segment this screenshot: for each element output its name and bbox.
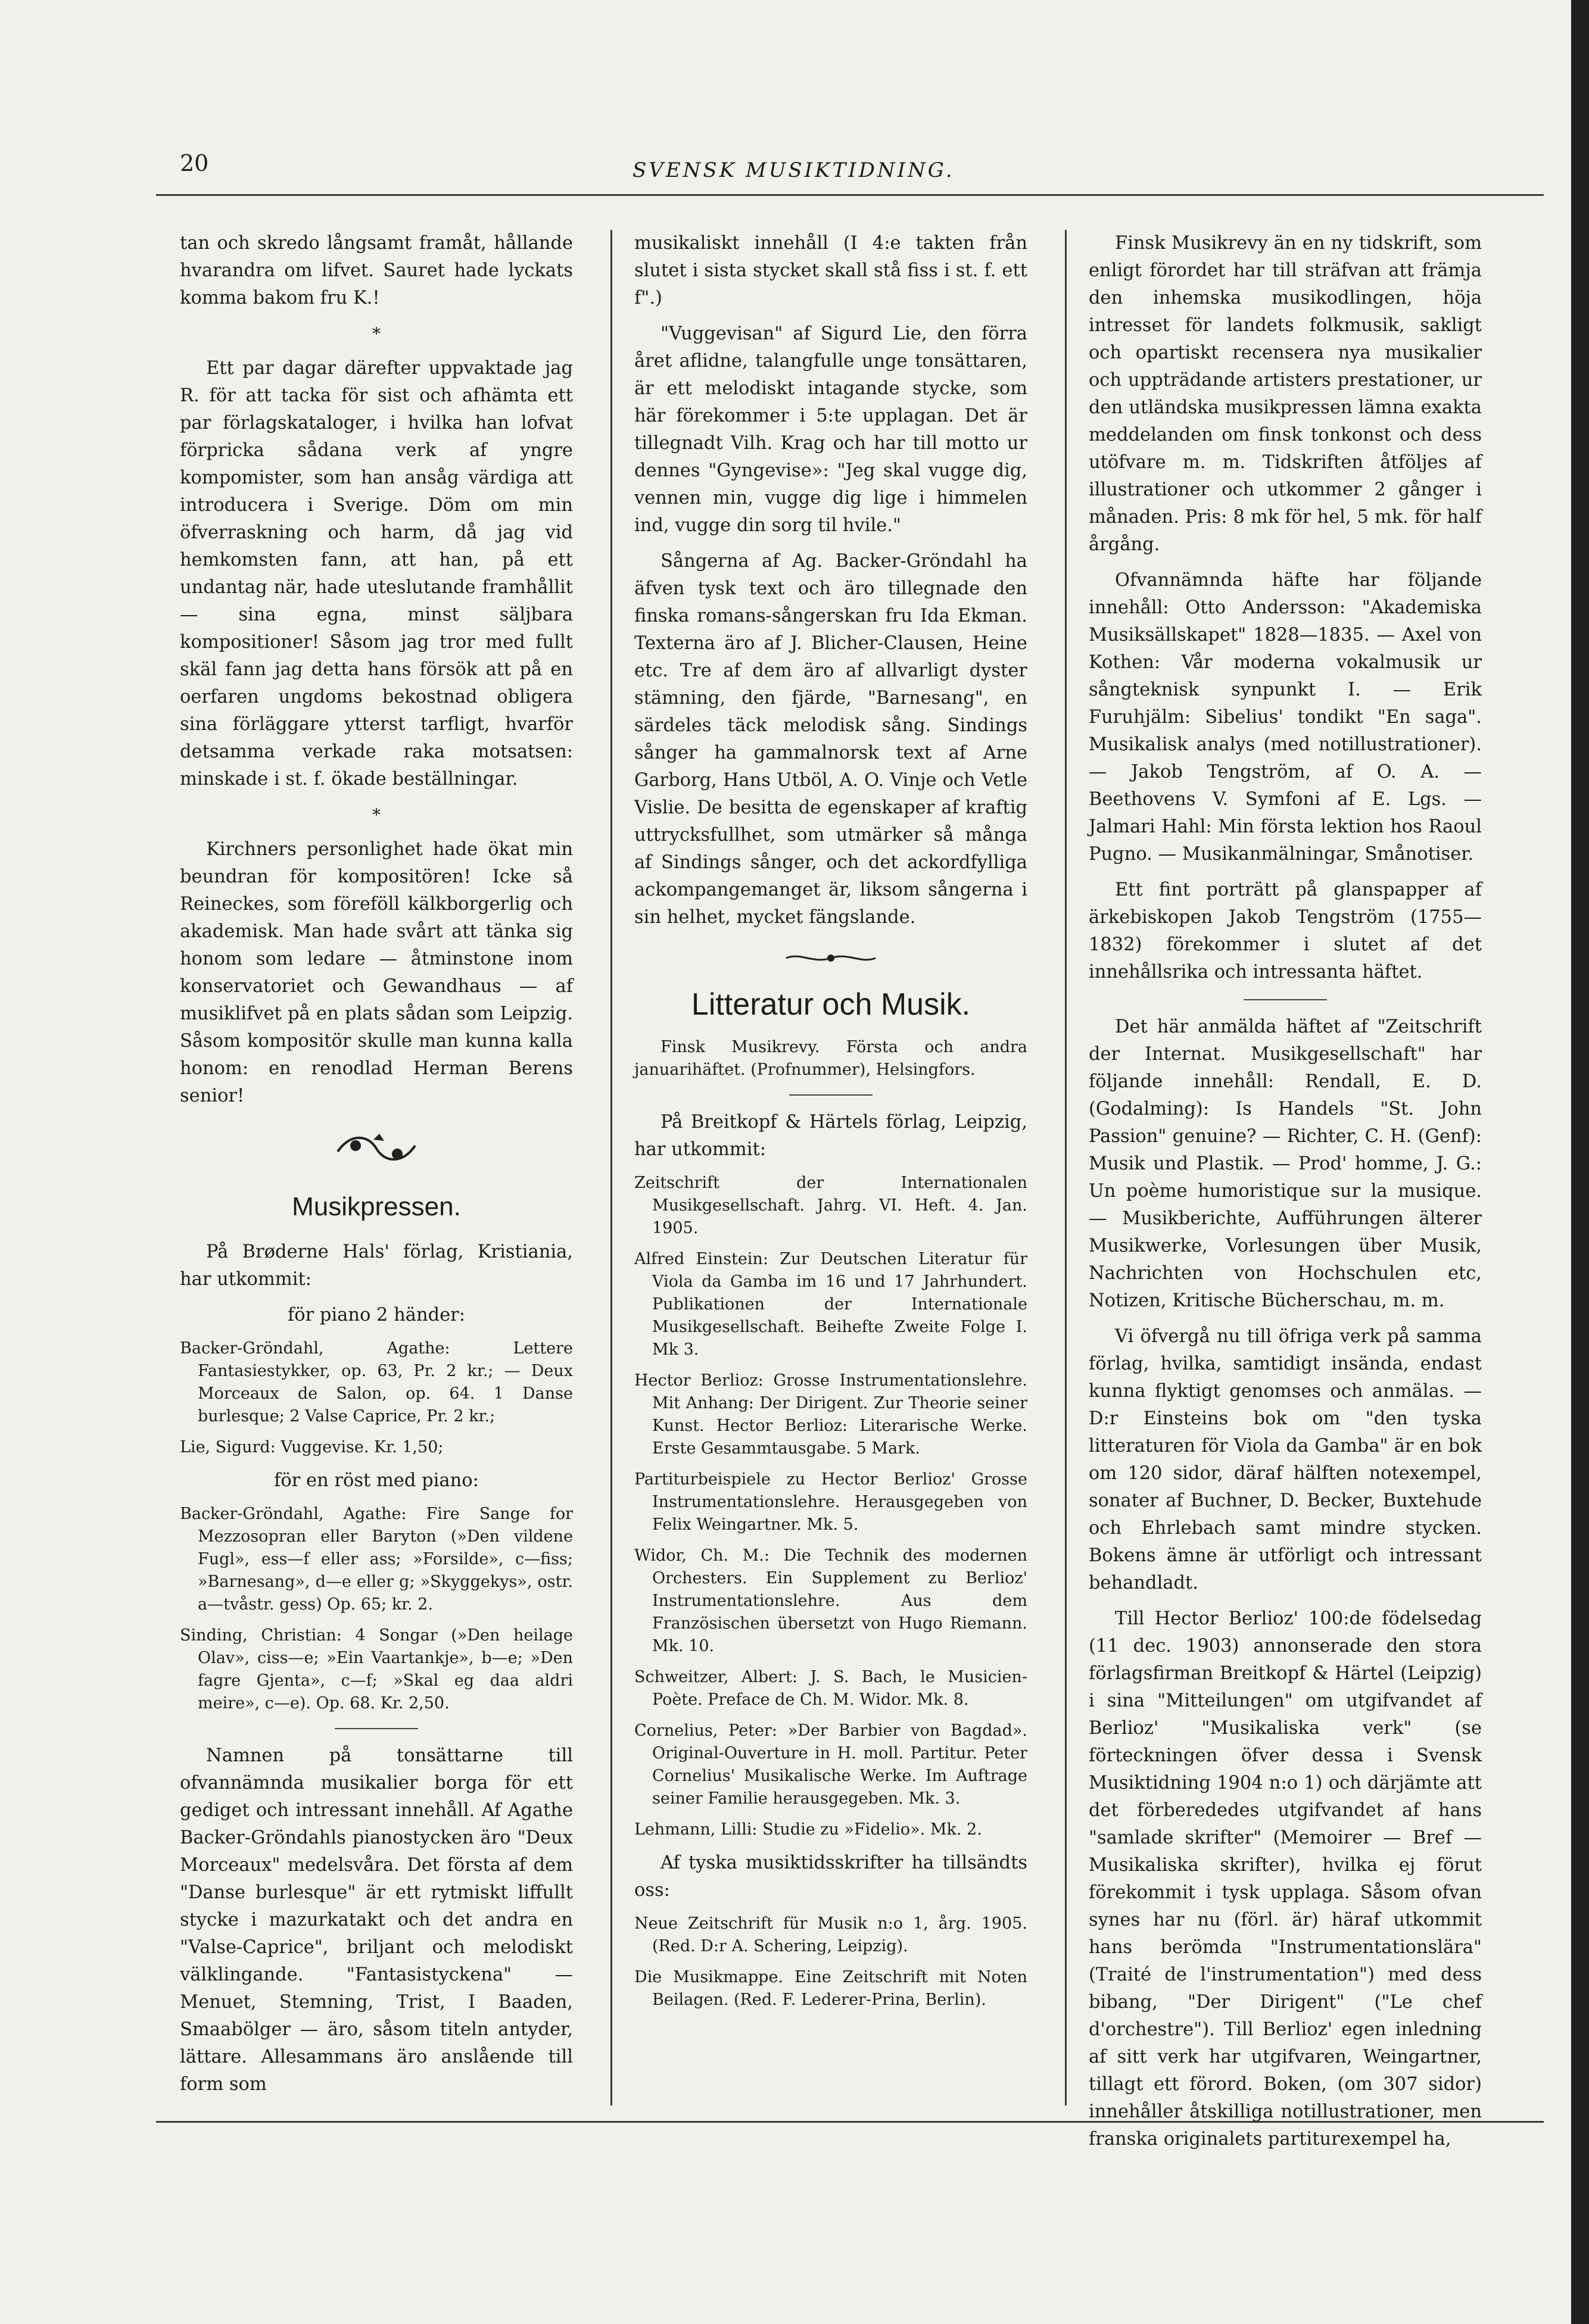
paragraph: Namnen på tonsättarne till ofvannämnda musikalier borga för ett gediget och intressant innehåll. Af Agathe Backer-Gröndahls pianostycken äro "Deux Morceaux" medelsvåra. Det första af dem "Danse burlesque" är ett rytmiskt liffullt stycke i mazurkatakt och det andra en "Valse-Caprice", briljant och melodiskt välklingande. "Fantasistyckena" — Menuet, Stemning, Trist, I Baaden, Smaabölger — äro, såsom titeln antyder, lättare. Allesammans äro anslående till form som [180, 1745, 573, 2095]
paragraph: Vi öfvergå nu till öfriga verk på samma förlag, hvilka, samtidigt insända, endast kunna flyktigt genomses och anmälas. — D:r Einsteins bok om "den tyska litteraturen för Viola da Gamba" är en bok om 120 sidor, däraf hälften notexempel, sonater af Buchner, D. Becker, Buxtehude och Ehrlebach samt mindre stycken. Bokens ämne är utförligt och intressant behandladt. [1089, 1326, 1482, 1593]
scan-border [1571, 0, 1589, 2324]
paragraph: Det här anmälda häftet af "Zeitschrift der Internat. Musikgesellschaft" har följande innehåll: Rendall, E. D. (Godalming): Is Handels "St. John Passion" genuine? — Richter, C. H. (Genf): Musik und Plastik. — Prod' homme, J. G.: Un poème humoristique sur la musique. — Musikberichte, Aufführungen älterer Musikwerke, Vorlesungen über Musik, Nachrichten von Hochschulen etc, Notizen, Kritische Bücherschau, m. m. [1089, 1016, 1482, 1311]
list-item: Alfred Einstein: Zur Deutschen Literatur für Viola da Gamba im 16 und 17 Jahrhundert. Publikationen der Internationale Musikgesellschaft. Beihefte Zweite Folge I. Mk 3. [634, 1250, 1027, 1359]
paragraph: Till Hector Berlioz' 100:de födelsedag (11 dec. 1903) annonserade den stora förlagsfirman Breitkopf & Härtel (Leipzig) i sina "Mitteilungen" om utgifvandet af Berlioz' "Musikaliska verk" (se förteckningen öfver dessa i Svensk Musiktidning 1904 n:o 1) och därjämte att det förberededes utgifvandet af hans "samlade skrifter" (Memoirer — Bref — Musikaliska skrifter), hvilka ej förut förekommit i tysk upplaga. Såsom ofvan synes har nu (förl. är) häraf utkommit hans berömda "Instrumentationslära" (Traité de l'instrumentation") med dess bibang, "Der Dirigent" ("Le chef d'orchestre"). Till Berlioz' egen inledning af sitt verk har utgifvaren, Weingartner, tillagt ett förord. Boken, (om 307 sidor) innehåller åtskilliga notillustrationer, men franska originalets partiturexempel ha, [1089, 1608, 1482, 2150]
list-item: Cornelius, Peter: »Der Barbier von Bagdad». Original-Ouverture in H. moll. Partitur. Peter Cornelius' Musikalische Werke. Im Auftrage seiner Familie herausgegeben. Mk. 3. [634, 1721, 1027, 1808]
section-star: * [372, 805, 381, 825]
page-number: 20 [180, 150, 209, 176]
running-title: SVENSK MUSIKTIDNING. [633, 158, 955, 182]
paragraph: Ofvannämnda häfte har följande innehåll: Otto Andersson: "Akademiska Musiksällskapet" 1828—1835. — Axel von Kothen: Vår moderna vokalmusik ur sångteknisk synpunkt I. — Erik Furuhjälm: Sibelius' tondikt "En saga". Musikalisk analys (med notillustrationer). — Jakob Tengström, af O. A. — Beethovens V. Symfoni af E. Lgs. — Jalmari Hahl: Min första lektion hos Raoul Pugno. — Musikanmälningar, Smånotiser. [1089, 570, 1482, 865]
paragraph: Ett fint porträtt på glanspapper af ärkebiskopen Jakob Tengström (1755—1832) förekommer i slutet af det innehållsrika och intressanta häftet. [1089, 879, 1482, 982]
separator [1244, 999, 1327, 1000]
paragraph: musikaliskt innehåll (I 4:e takten från slutet i sista stycket skall stå fiss i st. f. ett f".) [634, 233, 1027, 308]
divider-ornament-icon [783, 949, 878, 967]
column-2 [634, 230, 1027, 2117]
subheading: för piano 2 händer: [287, 1305, 466, 1325]
header-rule [156, 194, 1544, 196]
list-item: Zeitschrift der Internationalen Musikgesellschaft. Jahrg. VI. Heft. 4. Jan. 1905. [634, 1174, 1027, 1237]
column-1 [180, 230, 573, 2117]
list-item: Hector Berlioz: Grosse Instrumentationslehre. Mit Anhang: Der Dirigent. Zur Theorie seiner Kunst. Hector Berlioz: Literarische Werke. Erste Gesammtausgabe. 5 Mark. [634, 1371, 1027, 1458]
column-divider [1065, 230, 1067, 2105]
section-title: Litteratur och Musik. [691, 987, 971, 1022]
section-title: Musikpressen. [292, 1192, 461, 1221]
list-item: Schweitzer, Albert: J. S. Bach, le Musicien-Poète. Preface de Ch. M. Widor. Mk. 8. [634, 1668, 1027, 1709]
paragraph: Finsk Musikrevy. Första och andra januarihäftet. (Profnummer), Helsingfors. [634, 1038, 1027, 1079]
paragraph: Ett par dagar därefter uppvaktade jag R. för att tacka för sist och afhämta ett par förlagskataloger, i hvilka han lofvat förpricka sådana verk af yngre kompomister, som han ansåg värdiga att introducera i Sverige. Döm om min öfverraskning och harm, då jag vid hemkomsten fann, att han, på ett undantag när, hade uteslutande framhållit — sina egna, minst säljbara kompositioner! Såsom jag tror med fullt skäl fann jag detta hans försök att på en oerfaren ungdoms bekostnad obligera sina förläggare ytterst tarfligt, hvarför detsamma verkade raka motsatsen: minskade i st. f. ökade beställningar. [180, 358, 573, 790]
list-item: Lehmann, Lilli: Studie zu »Fidelio». Mk. 2. [634, 1820, 982, 1839]
paragraph: Sångerna af Ag. Backer-Gröndahl ha äfven tysk text och äro tillegnade den finska romans-sångerskan fru Ida Ekman. Texterna äro af J. Blicher-Clausen, Heine etc. Tre af dem äro af allvarligt dyster stämning, den fjärde, "Barnesang", en särdeles täck melodisk sång. Sindings sånger ha gammalnorsk text af Arne Garborg, Hans Utböl, A. O. Vinje och Vetle Vislie. De besitta de egenskaper af kraftig uttrycksfullhet, som utmärker så många af Sindings sånger, och det ackordfylliga ackompangemanget är, liksom sångerna i sin helhet, mycket fängslande. [634, 551, 1027, 928]
publisher-line: På Brøderne Hals' förlag, Kristiania, har utkommit: [180, 1241, 573, 1290]
section-star: * [372, 324, 381, 344]
column-3 [1089, 230, 1482, 2150]
newspaper-page [156, 135, 1547, 2272]
list-item: Backer-Gröndahl, Agathe: Fire Sange for Mezzosopran eller Baryton (»Den vildene Fugl», ess—f eller ass; »Forsilde», c—fiss; »Barnesang», d—e eller g; »Skyggekys», ostr. a—tvåstr. gess) Op. 65; kr. 2. [180, 1505, 573, 1614]
list-item: Backer-Gröndahl, Agathe: Lettere Fantasiestykker, op. 63, Pr. 2 kr.; — Deux Morceaux de Salon, op. 64. 1 Danse burlesque; 2 Valse Caprice, Pr. 2 kr.; [180, 1339, 573, 1425]
paragraph: Kirchners personlighet hade ökat min beundran för kompositören! Icke så Reineckes, som föreföll kälkborgerlig och akademisk. Man hade svårt att tänka sig honom som ledare — åtminstone inom konservatoriet och Gewandhaus — af musiklifvet på en plats sådan som Leipzig. Såsom kompositör skulle man kunna kalla honom: en renodlad Herman Berens senior! [180, 839, 573, 1106]
paragraph: Af tyska musiktidsskrifter ha tillsändts oss: [634, 1852, 1027, 1901]
floral-ornament-icon [332, 1128, 421, 1169]
list-item: Lie, Sigurd: Vuggevise. Kr. 1,50; [180, 1438, 444, 1456]
list-item: Partiturbeispiele zu Hector Berlioz' Grosse Instrumentationslehre. Herausgegeben von Felix Weingartner. Mk. 5. [634, 1470, 1027, 1534]
list-item: Sinding, Christian: 4 Songar (»Den heilage Olav», ciss—e; »Ein Vaartankje», b—e; »Den fagre Gjenta», c—f; »Skal eg daa aldri meire», c—e). Op. 68. Kr. 2,50. [180, 1626, 573, 1712]
paragraph: tan och skredo långsamt framåt, hållande hvarandra om lifvet. Sauret hade lyckats komma bakom fru K.! [180, 233, 573, 308]
subheading: för en röst med piano: [274, 1470, 479, 1491]
separator [789, 1094, 873, 1096]
list-item: Die Musikmappe. Eine Zeitschrift mit Noten Beilagen. (Red. F. Lederer-Prina, Berlin). [634, 1968, 1027, 2009]
list-item: Widor, Ch. M.: Die Technik des modernen Orchesters. Ein Supplement zu Berlioz' Instrumentationslehre. Aus dem Französischen übersetzt von Hugo Riemann. Mk. 10. [634, 1546, 1027, 1655]
separator [335, 1728, 418, 1729]
paragraph: Finsk Musikrevy än en ny tidskrift, som enligt förordet har till sträfvan att främja den inhemska musikodlingen, höja intresset för landets folkmusik, sakligt och opartiskt recensera nya musikalier och uppträdande artisters prestationer, ur den utländska musikpressen lämna exakta meddelanden om finsk tonkonst och dess utöfvare m. m. Tidskriften åtföljes af illustrationer och utkommer 2 gånger i månaden. Pris: 8 mk för hel, 5 mk. för half årgång. [1089, 233, 1482, 555]
paragraph: "Vuggevisan" af Sigurd Lie, den förra året aflidne, talangfulle unge tonsättaren, är ett melodiskt intagande stycke, som här förekommer i 5:te upplagan. Det är tillegnadt Vilh. Krag och har till motto ur dennes "Gyngevise»: "Jeg skal vugge dig, vennen min, vugge dig lige i himmelen ind, vugge din sorg til hvile." [634, 323, 1027, 536]
list-item: Neue Zeitschrift für Musik n:o 1, årg. 1905. (Red. D:r A. Schering, Leipzig). [634, 1914, 1027, 1955]
column-divider [610, 230, 612, 2105]
publisher-line: På Breitkopf & Härtels förlag, Leipzig, har utkommit: [634, 1112, 1027, 1160]
